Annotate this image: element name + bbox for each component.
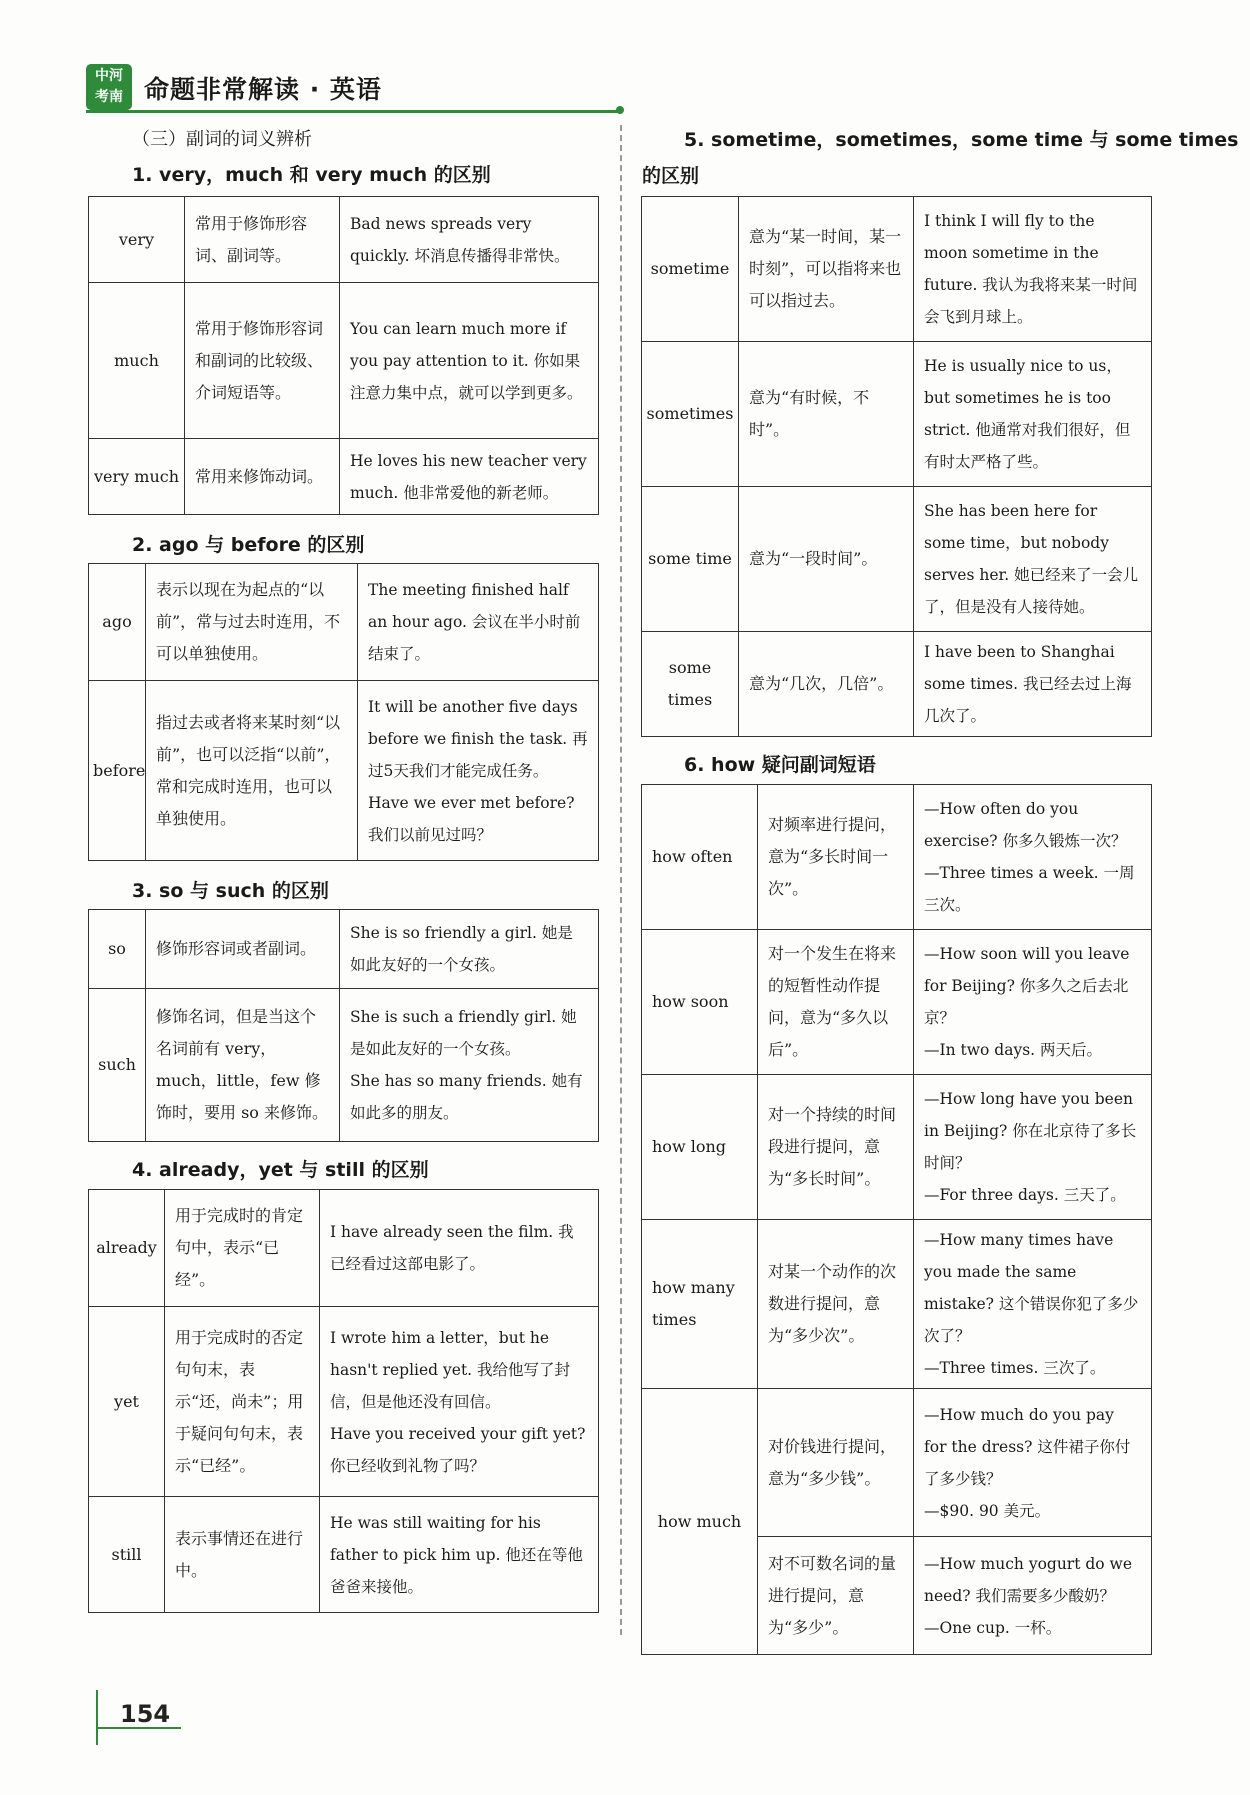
usage-cell: 常用于修饰形容词、副词等。: [185, 197, 340, 283]
table-row: [642, 632, 1152, 737]
table4-title: 4. already，yet 与 still 的区别: [132, 1159, 429, 1181]
word-cell: very: [89, 197, 185, 283]
table-row: [89, 439, 599, 515]
example-cell: He is usually nice to us，but sometimes he is too strict. 他通常对我们很好，但有时太严格了些。: [914, 342, 1152, 487]
word-cell: very much: [89, 439, 185, 515]
example-line: —In two days. 两天后。: [924, 1041, 1103, 1059]
usage-cell: 对频率进行提问，意为“多长时间一次”。: [758, 785, 914, 930]
section-heading: （三）副词的词义辨析: [132, 129, 312, 150]
example-cell: He loves his new teacher very much. 他非常爱他的新老师。: [340, 439, 599, 515]
example-line: —How much do you pay for the dress? 这件裙子你付了多少钱？: [924, 1405, 1131, 1488]
usage-cell: 对一个持续的时间段进行提问，意为“多长时间”。: [758, 1075, 914, 1220]
example-cell: [358, 681, 599, 861]
table-row: [89, 989, 599, 1142]
page-number: 154: [120, 1700, 171, 1728]
header-rule: [86, 110, 621, 113]
example-cell: She is so friendly a girl. 她是如此友好的一个女孩。: [340, 910, 599, 989]
example-cell: I have already seen the film. 我已经看过这部电影了。: [320, 1190, 599, 1307]
word-cell: how often: [642, 785, 758, 930]
example-line: Have you received your gift yet? 你已经收到礼物了吗？: [330, 1424, 586, 1475]
example-cell: [914, 1389, 1152, 1537]
usage-cell: 用于完成时的肯定句中，表示“已经”。: [165, 1190, 320, 1307]
word-cell: still: [89, 1497, 165, 1613]
logo-bottom-text: 考南: [95, 89, 123, 105]
example-cell: [914, 1537, 1152, 1655]
word-cell: before: [89, 681, 146, 861]
usage-cell: 修饰形容词或者副词。: [146, 910, 340, 989]
word-cell: so: [89, 910, 146, 989]
table-row: [642, 1389, 1152, 1537]
word-cell: how many times: [642, 1220, 758, 1389]
example-line: —Three times. 三次了。: [924, 1359, 1106, 1377]
example-line: I wrote him a letter，but he hasn't replied yet. 我给他写了封信，但是他还没有回信。: [330, 1328, 571, 1411]
word-cell: yet: [89, 1307, 165, 1497]
table5-title-cont: 的区别: [642, 165, 700, 187]
word-cell: some times: [642, 632, 739, 737]
table-row: [89, 564, 599, 681]
example-line: She is such a friendly girl. 她是如此友好的一个女孩。: [350, 1008, 577, 1058]
word-cell: how much: [642, 1389, 758, 1655]
logo-top-text: 中河: [95, 68, 123, 84]
example-line: —One cup. 一杯。: [924, 1618, 1062, 1637]
example-line: —How often do you exercise? 你多久锻炼一次？: [924, 800, 1127, 850]
table-how-phrases: [641, 784, 1152, 1655]
table2-title: 2. ago 与 before 的区别: [132, 534, 365, 556]
word-cell: much: [89, 283, 185, 439]
example-line: —How many times have you made the same mistake? 这个错误你犯了多少次了？: [924, 1231, 1139, 1345]
usage-cell: 指过去或者将来某时刻“以前”，也可以泛指“以前”，常和完成时连用，也可以单独使用。: [146, 681, 358, 861]
table-row: [89, 197, 599, 283]
word-cell: sometimes: [642, 342, 739, 487]
table-so-such: [88, 909, 599, 1142]
usage-cell: 常用来修饰动词。: [185, 439, 340, 515]
example-line: —How soon will you leave for Beijing? 你多久之后去北京？: [924, 945, 1130, 1027]
example-line: —$90. 90 美元。: [924, 1501, 1051, 1520]
usage-cell: 表示以现在为起点的“以前”，常与过去时连用，不可以单独使用。: [146, 564, 358, 681]
word-cell: such: [89, 989, 146, 1142]
example-line: It will be another five days before we finish the task. 再过5天我们才能完成任务。: [368, 697, 588, 780]
example-cell: [914, 1220, 1152, 1389]
example-cell: He was still waiting for his father to pick him up. 他还在等他爸爸来接他。: [320, 1497, 599, 1613]
word-cell: how long: [642, 1075, 758, 1220]
example-cell: Bad news spreads very quickly. 坏消息传播得非常快。: [340, 197, 599, 283]
table-row: [89, 1190, 599, 1307]
example-cell: [914, 1075, 1152, 1220]
usage-cell: 意为“几次，几倍”。: [739, 632, 914, 737]
page-header: [86, 60, 621, 116]
word-cell: some time: [642, 487, 739, 632]
table-row: [642, 342, 1152, 487]
table1-title: 1. very，much 和 very much 的区别: [132, 164, 491, 186]
example-cell: The meeting finished half an hour ago. 会议在半小时前结束了。: [358, 564, 599, 681]
table-very-much: [88, 196, 599, 515]
header-rule-dot: [616, 106, 624, 114]
column-divider: [620, 125, 622, 1635]
usage-cell: 用于完成时的否定句句末，表示“还，尚未”；用于疑问句句末，表示“已经”。: [165, 1307, 320, 1497]
table-row: [89, 910, 599, 989]
example-cell: [914, 930, 1152, 1075]
table6-title: 6. how 疑问副词短语: [684, 754, 876, 776]
usage-cell: 常用于修饰形容词和副词的比较级、介词短语等。: [185, 283, 340, 439]
example-cell: [320, 1307, 599, 1497]
usage-cell: 对某一个动作的次数进行提问，意为“多少次”。: [758, 1220, 914, 1389]
example-cell: [914, 785, 1152, 930]
table-sometime: [641, 196, 1152, 737]
table-row: [89, 1307, 599, 1497]
table3-title: 3. so 与 such 的区别: [132, 880, 329, 902]
table-row: [89, 283, 599, 439]
word-cell: already: [89, 1190, 165, 1307]
example-cell: She has been here for some time，but nobody serves her. 她已经来了一会儿了，但是没有人接待她。: [914, 487, 1152, 632]
example-line: Have we ever met before? 我们以前见过吗？: [368, 793, 575, 844]
footer-rule-vertical: [96, 1690, 98, 1745]
example-line: —How much yogurt do we need? 我们需要多少酸奶？: [924, 1554, 1132, 1605]
usage-cell: 对一个发生在将来的短暂性动作提问，意为“多久以后”。: [758, 930, 914, 1075]
example-line: —How long have you been in Beijing? 你在北京待了多长时间？: [924, 1090, 1137, 1172]
example-line: —Three times a week. 一周三次。: [924, 864, 1135, 914]
usage-cell: 表示事情还在进行中。: [165, 1497, 320, 1613]
table-ago-before: [88, 563, 599, 861]
book-title: 命题非常解读 · 英语: [144, 75, 382, 104]
example-line: She has so many friends. 她有如此多的朋友。: [350, 1072, 583, 1122]
word-cell: how soon: [642, 930, 758, 1075]
table-row: [642, 197, 1152, 342]
table-row: [642, 1220, 1152, 1389]
table-row: [89, 1497, 599, 1613]
publisher-logo: [86, 64, 132, 110]
usage-cell: 意为“有时候，不时”。: [739, 342, 914, 487]
table5-title: 5. sometime，sometimes，some time 与 some times: [684, 129, 1239, 151]
example-cell: You can learn much more if you pay attention to it. 你如果注意力集中点，就可以学到更多。: [340, 283, 599, 439]
example-cell: [340, 989, 599, 1142]
example-line: —For three days. 三天了。: [924, 1186, 1126, 1204]
table-already-yet-still: [88, 1189, 599, 1613]
word-cell: ago: [89, 564, 146, 681]
example-cell: I have been to Shanghai some times. 我已经去过上海几次了。: [914, 632, 1152, 737]
table-row: [89, 681, 599, 861]
usage-cell: 对价钱进行提问，意为“多少钱”。: [758, 1389, 914, 1537]
table-row: [642, 785, 1152, 930]
table-row: [642, 487, 1152, 632]
usage-cell: 修饰名词，但是当这个名词前有 very，much，little，few 修饰时，要用 so 来修饰。: [146, 989, 340, 1142]
example-cell: I think I will fly to the moon sometime in the future. 我认为我将来某一时间会飞到月球上。: [914, 197, 1152, 342]
usage-cell: 意为“某一时间，某一时刻”，可以指将来也可以指过去。: [739, 197, 914, 342]
word-cell: sometime: [642, 197, 739, 342]
usage-cell: 意为“一段时间”。: [739, 487, 914, 632]
table-row: [642, 1075, 1152, 1220]
table-row: [642, 930, 1152, 1075]
usage-cell: 对不可数名词的量进行提问，意为“多少”。: [758, 1537, 914, 1655]
